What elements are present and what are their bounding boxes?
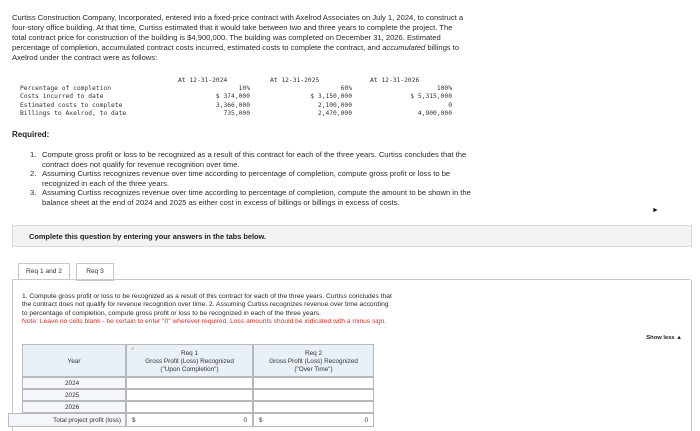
- req2-input-2024[interactable]: [253, 377, 374, 389]
- instructions-banner: [12, 225, 692, 247]
- required-heading: Required:: [12, 130, 50, 139]
- total-label-cell: Total project profit (loss): [8, 413, 126, 427]
- req2-total-cell: $ 0: [253, 413, 374, 427]
- intro-line-4: percentage of completion, accumulated contract costs incurred, estimated costs to complete the contract, and accumulated billings to: [12, 43, 460, 53]
- intro-line-2: four-story office building. At that time, Curtiss estimated that it would take between two and three years to complete the project. The: [12, 23, 453, 33]
- year-cell-2025: 2025: [22, 389, 126, 401]
- tab-req-1-and-2[interactable]: Req 1 and 2: [18, 263, 70, 281]
- instructions-note: Note: Leave no cells blank - be certain to enter "0" wherever required. Loss amounts should be indicated with a minus sign.: [22, 317, 387, 325]
- req2-input-2025[interactable]: [253, 389, 374, 401]
- intro-line-5: Axelrod under the contract were as follows:: [12, 53, 158, 63]
- cursor-arrow-icon: ►: [652, 207, 659, 214]
- required-list: [30, 150, 670, 208]
- req2-input-2026[interactable]: [253, 401, 374, 413]
- tab-instructions: 1. Compute gross profit or loss to be recognized as a result of this contract for each of the three years. Curtiss concludes that the contract does not qualify for revenue recognition over time. 2. Assuming Curtiss recognizes revenue over time according to percentage of completion, compute gross profit or loss to be recognized in each of the three years. Note: Leave no cells blank - be certain to enter "0" wherever required. Loss amounts should be indicated with a minus sign.: [22, 293, 682, 326]
- year-header-cell: Year: [22, 344, 126, 377]
- tab-req-3[interactable]: Req 3: [76, 263, 114, 281]
- year-cell-2026: 2026: [22, 401, 126, 413]
- intro-line-3: total contract price for construction of the building is $4,900,000. The building was completed on December 31, 2026. Estimated: [12, 33, 441, 43]
- required-item-1: 1. Compute gross profit or loss to be recognized as a result of this contract for each of the three years. Curtiss concludes that the contract does not qualify for revenue recognition over time.: [30, 150, 467, 169]
- req2-header-cell: Req 2 Gross Profit (Loss) Recognized ("Over Time"): [253, 344, 374, 377]
- show-less-toggle[interactable]: Show less ▲: [646, 335, 682, 341]
- req1-input-2026[interactable]: [126, 401, 253, 413]
- req1-input-2024[interactable]: [126, 377, 253, 389]
- problem-intro: [12, 13, 692, 63]
- req1-header-cell: ✓ Req 1 Gross Profit (Loss) Recognized ("Upon Completion"): [126, 344, 253, 377]
- intro-line-1: Curtiss Construction Company, Incorporated, entered into a fixed-price contract with Axelrod Associates on July 1, 2024, to construct a: [12, 13, 464, 22]
- header-2025: At 12-31-2025: [270, 77, 320, 84]
- req1-input-2025[interactable]: [126, 389, 253, 401]
- required-item-3: 3. Assuming Curtiss recognizes revenue over time according to percentage of completion, compute the amount to be shown in the balance sheet at the end of 2024 and 2025 as either cost in excess of billings or billings in excess of costs.: [30, 188, 471, 207]
- header-2026: At 12-31-2026: [370, 77, 420, 84]
- instructions-banner-text: Complete this question by entering your answers in the tabs below.: [29, 232, 267, 241]
- header-2024: At 12-31-2024: [178, 77, 228, 84]
- req1-total-cell: $ 0: [126, 413, 253, 427]
- check-mark-icon: ✓: [131, 346, 136, 352]
- year-cell-2024: 2024: [22, 377, 126, 389]
- required-item-2: 2. Assuming Curtiss recognizes revenue over time according to percentage of completion, compute gross profit or loss to be recognized in each of the three years.: [30, 169, 451, 188]
